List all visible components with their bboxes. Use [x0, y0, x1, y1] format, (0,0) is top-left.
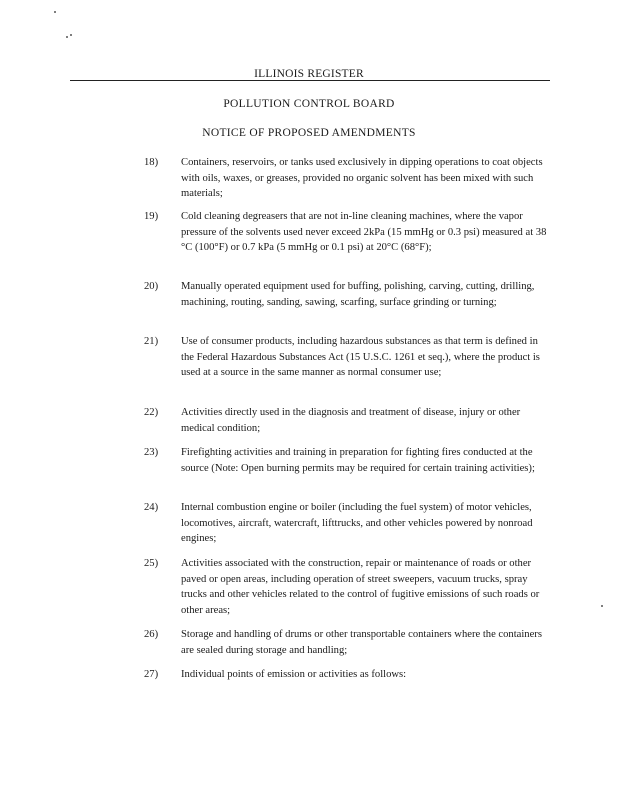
item-text: Individual points of emission or activities as follows: — [181, 669, 407, 680]
item-text: Containers, reservoirs, or tanks used exclusively in dipping operations to coat objects with oils, waxes, or greases, provided no organic solvent has been mixed with such materials; — [181, 157, 543, 200]
scan-speck — [54, 11, 56, 13]
scan-speck — [70, 34, 72, 36]
item-number: 26) — [144, 629, 159, 640]
item-number: 19) — [144, 211, 159, 222]
agency-title: POLLUTION CONTROL BOARD — [223, 98, 395, 110]
list-item — [144, 279, 549, 310]
list-item — [144, 445, 549, 476]
item-number: 23) — [144, 447, 159, 458]
item-number: 25) — [144, 558, 159, 569]
item-text: Internal combustion engine or boiler (including the fuel system) of motor vehicles, locomotives, aircraft, watercraft, lifttrucks, and other vehicles powered by nonroad engines; — [181, 502, 533, 545]
list-item — [144, 334, 549, 381]
item-number: 22) — [144, 407, 159, 418]
item-number: 20) — [144, 281, 159, 292]
list-item — [144, 556, 549, 618]
register-title: ILLINOIS REGISTER — [250, 68, 368, 80]
item-number: 27) — [144, 669, 159, 680]
item-text: Cold cleaning degreasers that are not in-line cleaning machines, where the vapor pressure of the solvents used never exceed 2kPa (15 mmHg or 0.3 psi) measured at 38 °C (100°F) or 0.7 kPa (5 mmHg or 0.1 psi) at 20°C (68°F); — [181, 211, 547, 254]
list-item — [144, 667, 549, 683]
list-item — [144, 627, 549, 658]
scan-speck — [66, 36, 68, 38]
item-number: 21) — [144, 336, 159, 347]
item-text: Activities directly used in the diagnosis and treatment of disease, injury or other medical condition; — [181, 407, 521, 434]
item-number: 24) — [144, 502, 159, 513]
list-item — [144, 155, 549, 202]
list-item — [144, 405, 549, 436]
register-header — [0, 68, 618, 80]
item-text: Firefighting activities and training in preparation for fighting fires conducted at the source (Note: Open burning permits may be required for certain training activities); — [181, 447, 535, 474]
item-text: Manually operated equipment used for buffing, polishing, carving, cutting, drilling, machining, routing, sanding, sawing, scarfing, surface grinding or turning; — [181, 281, 535, 308]
item-text: Activities associated with the construction, repair or maintenance of roads or other paved or open areas, including operation of street sweepers, vacuum trucks, spray trucks and other vehicles related to the control of fugitive emissions of such roads or other areas; — [181, 558, 540, 616]
list-item — [144, 500, 549, 547]
item-text: Storage and handling of drums or other transportable containers where the containers are sealed during storage and handling; — [181, 629, 542, 656]
item-number: 18) — [144, 157, 159, 168]
scan-speck — [601, 605, 603, 607]
header-rule — [70, 80, 550, 81]
list-item — [144, 209, 549, 256]
item-text: Use of consumer products, including hazardous substances as that term is defined in the Federal Hazardous Substances Act (15 U.S.C. 1261 et seq.), where the product is used at a source in the same manner as normal consumer use; — [181, 336, 540, 379]
notice-title: NOTICE OF PROPOSED AMENDMENTS — [202, 127, 416, 139]
